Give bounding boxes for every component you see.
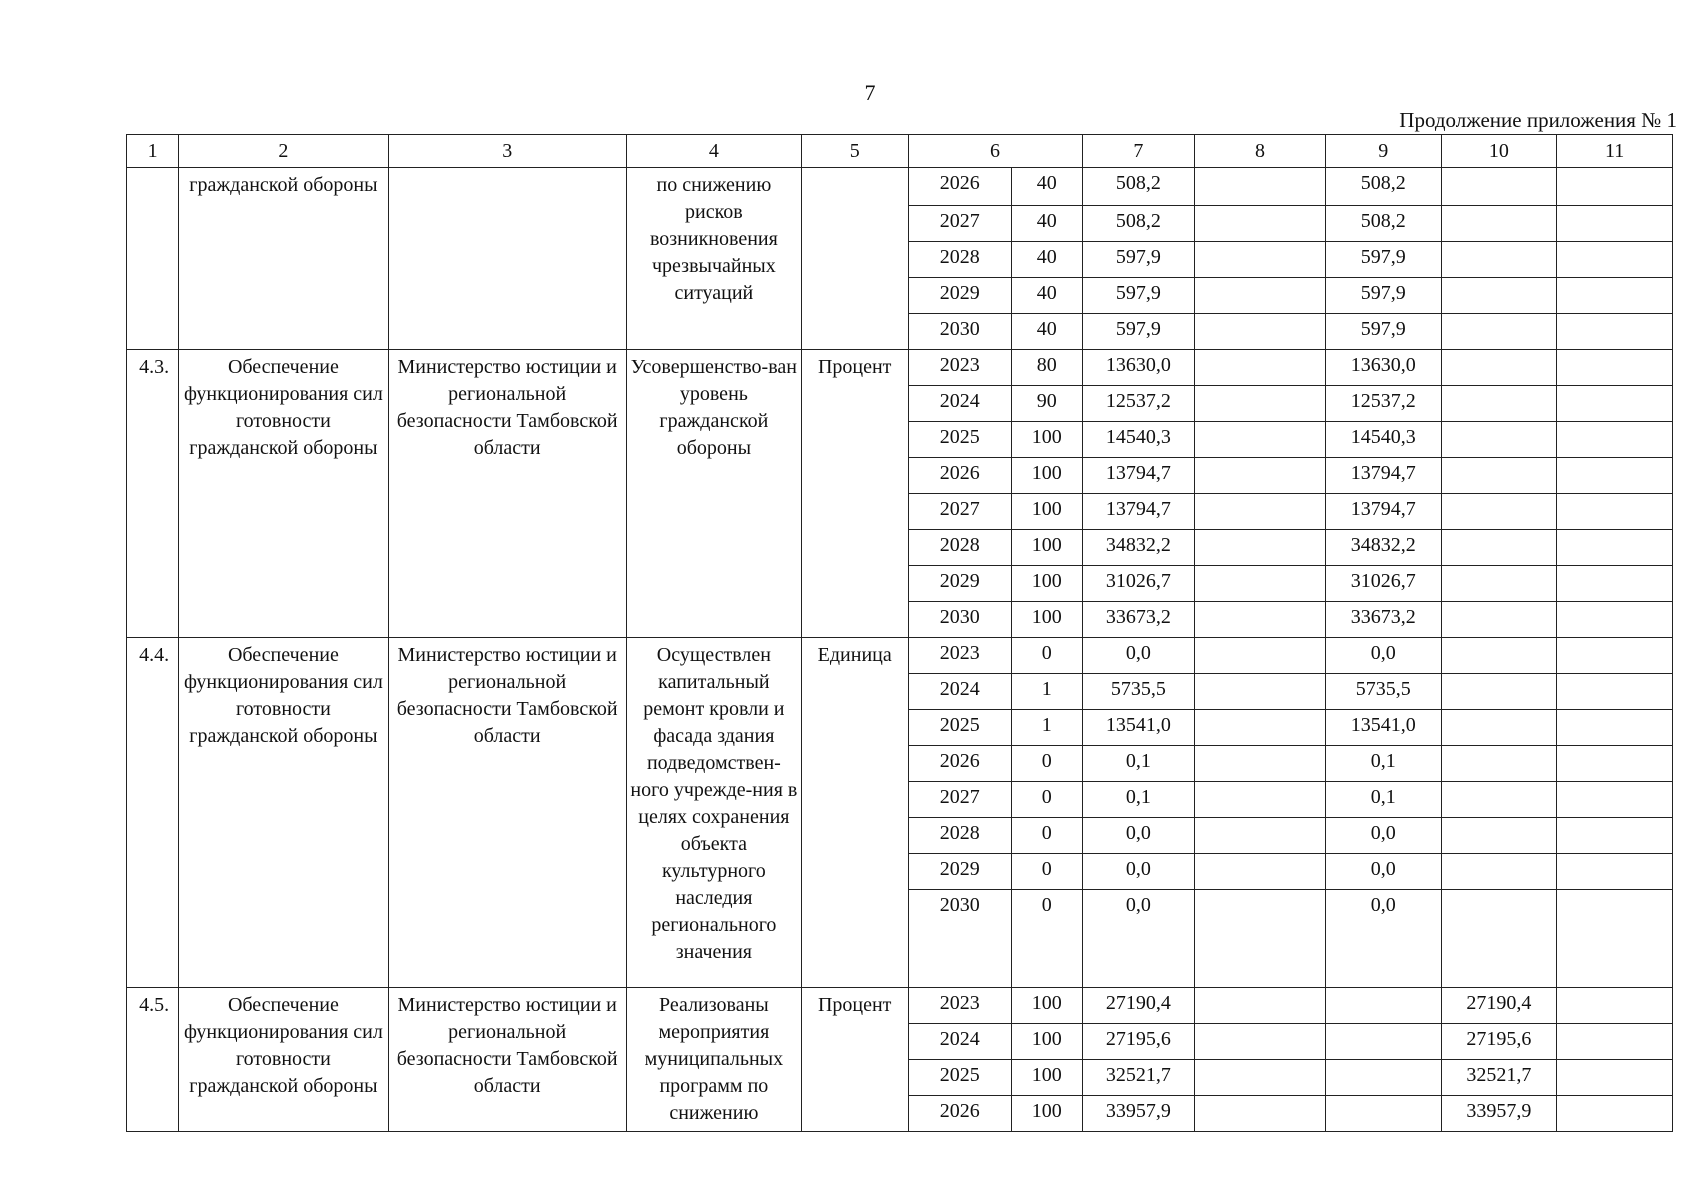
col10-cell [1441,638,1557,674]
total-cell: 13794,7 [1082,494,1195,530]
col11-cell [1557,242,1673,278]
year-cell: 2027 [908,494,1012,530]
year-cell: 2025 [908,710,1012,746]
col9-cell: 508,2 [1325,168,1441,206]
section-code: 4.5. [127,988,179,1132]
col9-cell: 13794,7 [1325,494,1441,530]
section-result: Осуществлен капитальный ремонт кровли и фасада здания подведомствен-ного учрежде-ния в целях сохранения объекта культурного наследия регионального значения [626,638,801,988]
total-cell: 27195,6 [1082,1024,1195,1060]
col9-cell: 0,1 [1325,782,1441,818]
year-cell: 2026 [908,168,1012,206]
section-name: гражданской обороны [179,168,388,350]
value-cell: 100 [1012,1060,1082,1096]
col8-cell [1195,458,1326,494]
value-cell: 100 [1012,458,1082,494]
value-cell: 0 [1012,818,1082,854]
col8-cell [1195,710,1326,746]
col10-cell [1441,674,1557,710]
col10-cell [1441,782,1557,818]
total-cell: 0,0 [1082,854,1195,890]
table-row [127,638,1673,674]
year-cell: 2024 [908,1024,1012,1060]
section-executor: Министерство юстиции и региональной безопасности Тамбовской области [388,350,626,638]
col8-cell [1195,818,1326,854]
section-unit: Единица [801,638,908,988]
col9-cell: 597,9 [1325,242,1441,278]
col8-cell [1195,242,1326,278]
col8-cell [1195,168,1326,206]
col10-cell [1441,890,1557,988]
col11-cell [1557,674,1673,710]
col11-cell [1557,350,1673,386]
continuation-note: Продолжение приложения № 1 [1399,108,1677,132]
col11-cell [1557,314,1673,350]
section-unit: Процент [801,350,908,638]
year-cell: 2030 [908,602,1012,638]
year-cell: 2026 [908,1096,1012,1132]
col10-cell: 27195,6 [1441,1024,1557,1060]
value-cell: 40 [1012,278,1082,314]
col-header-3: 3 [388,135,626,168]
col11-cell [1557,168,1673,206]
col9-cell: 12537,2 [1325,386,1441,422]
col8-cell [1195,674,1326,710]
value-cell: 100 [1012,1024,1082,1060]
year-cell: 2023 [908,350,1012,386]
total-cell: 33673,2 [1082,602,1195,638]
section-code: 4.3. [127,350,179,638]
col-header-11: 11 [1557,135,1673,168]
section-executor: Министерство юстиции и региональной безопасности Тамбовской области [388,638,626,988]
col9-cell: 34832,2 [1325,530,1441,566]
col9-cell: 0,0 [1325,818,1441,854]
col-header-10: 10 [1441,135,1557,168]
total-cell: 32521,7 [1082,1060,1195,1096]
col8-cell [1195,1096,1326,1132]
total-cell: 27190,4 [1082,988,1195,1024]
col8-cell [1195,782,1326,818]
col11-cell [1557,206,1673,242]
value-cell: 40 [1012,206,1082,242]
col10-cell [1441,566,1557,602]
total-cell: 5735,5 [1082,674,1195,710]
total-cell: 13794,7 [1082,458,1195,494]
col8-cell [1195,278,1326,314]
value-cell: 100 [1012,566,1082,602]
total-cell: 508,2 [1082,206,1195,242]
col9-cell: 13794,7 [1325,458,1441,494]
col8-cell [1195,350,1326,386]
year-cell: 2024 [908,386,1012,422]
col11-cell [1557,386,1673,422]
table-body [127,168,1673,1132]
value-cell: 100 [1012,1096,1082,1132]
col9-cell [1325,1096,1441,1132]
col11-cell [1557,988,1673,1024]
year-cell: 2029 [908,278,1012,314]
col8-cell [1195,1060,1326,1096]
col11-cell [1557,746,1673,782]
col9-cell: 5735,5 [1325,674,1441,710]
section-code: 4.4. [127,638,179,988]
col11-cell [1557,638,1673,674]
value-cell: 0 [1012,638,1082,674]
col9-cell: 13630,0 [1325,350,1441,386]
col10-cell [1441,710,1557,746]
year-cell: 2026 [908,458,1012,494]
header-row [127,135,1673,168]
section-unit [801,168,908,350]
section-name: Обеспечение функционирования сил готовности гражданской обороны [179,988,388,1132]
col11-cell [1557,458,1673,494]
col11-cell [1557,854,1673,890]
table-row [127,168,1673,206]
year-cell: 2029 [908,854,1012,890]
year-cell: 2025 [908,422,1012,458]
col11-cell [1557,530,1673,566]
col8-cell [1195,314,1326,350]
col10-cell [1441,422,1557,458]
total-cell: 34832,2 [1082,530,1195,566]
col9-cell [1325,1024,1441,1060]
col8-cell [1195,1024,1326,1060]
col10-cell: 27190,4 [1441,988,1557,1024]
table-row [127,988,1673,1024]
total-cell: 0,1 [1082,746,1195,782]
col9-cell: 0,1 [1325,746,1441,782]
col-header-4: 4 [626,135,801,168]
value-cell: 40 [1012,168,1082,206]
col8-cell [1195,854,1326,890]
col9-cell: 0,0 [1325,854,1441,890]
col10-cell: 32521,7 [1441,1060,1557,1096]
col11-cell [1557,890,1673,988]
col10-cell [1441,242,1557,278]
col-header-1: 1 [127,135,179,168]
year-cell: 2028 [908,818,1012,854]
col8-cell [1195,890,1326,988]
total-cell: 0,0 [1082,890,1195,988]
col10-cell [1441,168,1557,206]
year-cell: 2028 [908,530,1012,566]
page-number: 7 [864,80,876,105]
col9-cell: 14540,3 [1325,422,1441,458]
year-cell: 2030 [908,314,1012,350]
col9-cell: 597,9 [1325,314,1441,350]
year-cell: 2030 [908,890,1012,988]
year-cell: 2024 [908,674,1012,710]
col10-cell [1441,494,1557,530]
total-cell: 0,0 [1082,638,1195,674]
col10-cell [1441,386,1557,422]
value-cell: 80 [1012,350,1082,386]
year-cell: 2026 [908,746,1012,782]
col10-cell [1441,602,1557,638]
col8-cell [1195,602,1326,638]
total-cell: 597,9 [1082,242,1195,278]
total-cell: 597,9 [1082,278,1195,314]
year-cell: 2023 [908,988,1012,1024]
value-cell: 1 [1012,710,1082,746]
section-executor: Министерство юстиции и региональной безопасности Тамбовской области [388,988,626,1132]
section-result: Усовершенство-ван уровень гражданской обороны [626,350,801,638]
col10-cell [1441,746,1557,782]
col-header-5: 5 [801,135,908,168]
col11-cell [1557,422,1673,458]
value-cell: 1 [1012,674,1082,710]
col10-cell [1441,350,1557,386]
total-cell: 13541,0 [1082,710,1195,746]
section-name: Обеспечение функционирования сил готовности гражданской обороны [179,350,388,638]
total-cell: 597,9 [1082,314,1195,350]
col11-cell [1557,818,1673,854]
col8-cell [1195,530,1326,566]
col9-cell [1325,988,1441,1024]
col11-cell [1557,710,1673,746]
value-cell: 100 [1012,602,1082,638]
total-cell: 14540,3 [1082,422,1195,458]
value-cell: 40 [1012,242,1082,278]
col10-cell [1441,818,1557,854]
value-cell: 0 [1012,890,1082,988]
col10-cell [1441,278,1557,314]
total-cell: 31026,7 [1082,566,1195,602]
col8-cell [1195,638,1326,674]
col-header-2: 2 [179,135,388,168]
section-code [127,168,179,350]
total-cell: 13630,0 [1082,350,1195,386]
col10-cell [1441,206,1557,242]
col8-cell [1195,566,1326,602]
year-cell: 2023 [908,638,1012,674]
col10-cell [1441,458,1557,494]
value-cell: 100 [1012,988,1082,1024]
total-cell: 33957,9 [1082,1096,1195,1132]
col8-cell [1195,386,1326,422]
table-row [127,350,1673,386]
col10-cell [1441,314,1557,350]
col10-cell [1441,530,1557,566]
value-cell: 40 [1012,314,1082,350]
section-unit: Процент [801,988,908,1132]
total-cell: 508,2 [1082,168,1195,206]
total-cell: 0,0 [1082,818,1195,854]
col-header-6: 6 [908,135,1082,168]
col9-cell [1325,1060,1441,1096]
col11-cell [1557,278,1673,314]
col9-cell: 597,9 [1325,278,1441,314]
col8-cell [1195,206,1326,242]
col10-cell: 33957,9 [1441,1096,1557,1132]
col11-cell [1557,1096,1673,1132]
col8-cell [1195,988,1326,1024]
col9-cell: 0,0 [1325,638,1441,674]
col9-cell: 13541,0 [1325,710,1441,746]
value-cell: 0 [1012,854,1082,890]
col8-cell [1195,494,1326,530]
col9-cell: 31026,7 [1325,566,1441,602]
col-header-9: 9 [1325,135,1441,168]
value-cell: 0 [1012,746,1082,782]
year-cell: 2025 [908,1060,1012,1096]
total-cell: 0,1 [1082,782,1195,818]
total-cell: 12537,2 [1082,386,1195,422]
col11-cell [1557,602,1673,638]
section-result: Реализованы мероприятия муниципальных программ по снижению [626,988,801,1132]
year-cell: 2029 [908,566,1012,602]
value-cell: 100 [1012,530,1082,566]
col11-cell [1557,566,1673,602]
col8-cell [1195,422,1326,458]
col10-cell [1441,854,1557,890]
col-header-8: 8 [1195,135,1326,168]
section-result: по снижению рисков возникновения чрезвычайных ситуаций [626,168,801,350]
col11-cell [1557,494,1673,530]
col11-cell [1557,1024,1673,1060]
appendix-table [126,134,1673,1132]
section-executor [388,168,626,350]
col8-cell [1195,746,1326,782]
value-cell: 100 [1012,494,1082,530]
year-cell: 2028 [908,242,1012,278]
col9-cell: 508,2 [1325,206,1441,242]
value-cell: 0 [1012,782,1082,818]
col9-cell: 0,0 [1325,890,1441,988]
value-cell: 90 [1012,386,1082,422]
year-cell: 2027 [908,206,1012,242]
col9-cell: 33673,2 [1325,602,1441,638]
year-cell: 2027 [908,782,1012,818]
section-name: Обеспечение функционирования сил готовности гражданской обороны [179,638,388,988]
col-header-7: 7 [1082,135,1195,168]
value-cell: 100 [1012,422,1082,458]
col11-cell [1557,782,1673,818]
col11-cell [1557,1060,1673,1096]
